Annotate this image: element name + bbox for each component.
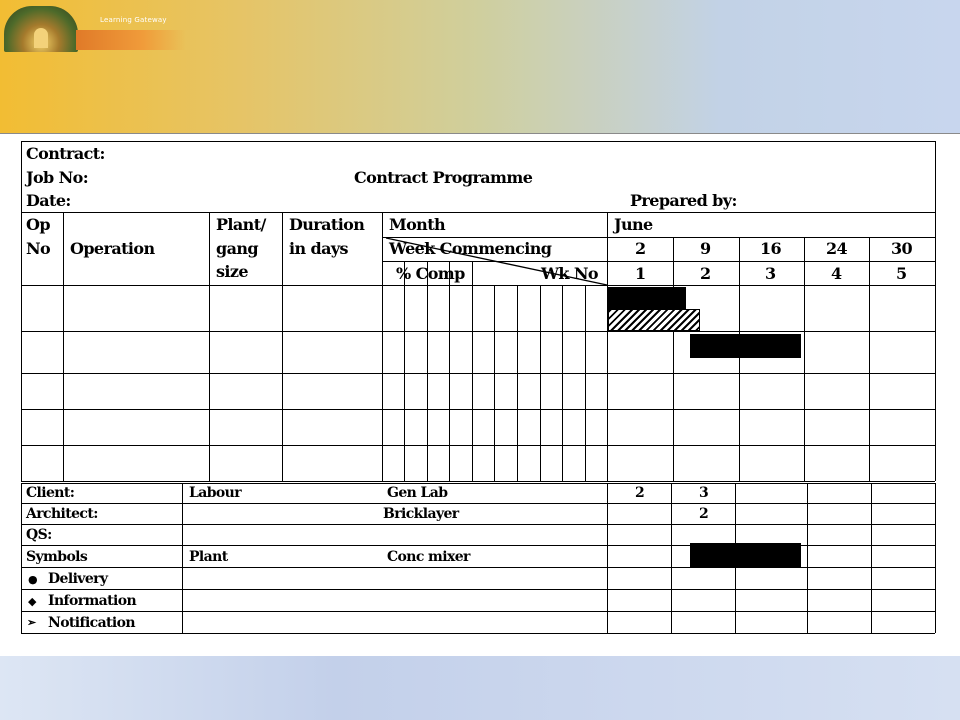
week-number: 1	[635, 264, 646, 283]
arrowhead-icon: ➢	[27, 616, 37, 629]
notification-label: Notification	[48, 615, 135, 631]
week-date: 9	[700, 239, 711, 258]
diamond-icon: ◆	[28, 595, 37, 608]
week-date: 24	[826, 239, 848, 258]
plant-label: Plant	[189, 549, 228, 565]
duration-header: in days	[289, 239, 348, 258]
logo-text: Learning Gateway	[100, 16, 167, 24]
op-no-header: Op	[26, 215, 50, 234]
gen-lab-count: 3	[699, 485, 709, 501]
client-label: Client:	[26, 485, 75, 501]
week-commencing-header: Week Commencing	[389, 239, 552, 258]
task-1-planned-bar	[608, 287, 686, 309]
plant-gang-header: Plant/	[216, 215, 266, 234]
plant-gang-header: gang	[216, 239, 258, 258]
plant-gang-header: size	[216, 262, 248, 281]
date-label: Date:	[26, 191, 71, 210]
week-date: 16	[760, 239, 782, 258]
operation-header: Operation	[70, 239, 155, 258]
page-title: Contract Programme	[354, 168, 533, 187]
week-number-header: Wk No	[541, 264, 598, 283]
delivery-label: Delivery	[48, 571, 108, 587]
month-value: June	[614, 215, 653, 234]
week-number: 2	[700, 264, 711, 283]
op-no-header: No	[26, 239, 51, 258]
week-date: 30	[891, 239, 913, 258]
architect-label: Architect:	[26, 506, 98, 522]
job-no-label: Job No:	[26, 168, 89, 187]
week-number: 5	[896, 264, 907, 283]
duration-header: Duration	[289, 215, 365, 234]
qs-label: QS:	[26, 527, 52, 543]
bricklayer-label: Bricklayer	[383, 506, 459, 522]
bricklayer-count: 2	[699, 506, 709, 522]
task-1-progress-bar	[608, 309, 700, 331]
week-date: 2	[635, 239, 646, 258]
conc-mixer-bar	[690, 543, 801, 567]
percent-complete-header: % Comp	[396, 264, 465, 283]
gen-lab-label: Gen Lab	[387, 485, 448, 501]
week-number: 3	[765, 264, 776, 283]
gen-lab-count: 2	[635, 485, 645, 501]
information-label: Information	[48, 593, 137, 609]
bullet-icon: ●	[28, 573, 38, 586]
week-number: 4	[831, 264, 842, 283]
task-2-planned-bar	[690, 334, 801, 358]
prepared-by-label: Prepared by:	[630, 191, 737, 210]
conc-mixer-label: Conc mixer	[387, 549, 470, 565]
symbols-label: Symbols	[26, 549, 88, 565]
month-header: Month	[389, 215, 446, 234]
labour-label: Labour	[189, 485, 241, 501]
contract-label: Contract:	[26, 144, 105, 163]
